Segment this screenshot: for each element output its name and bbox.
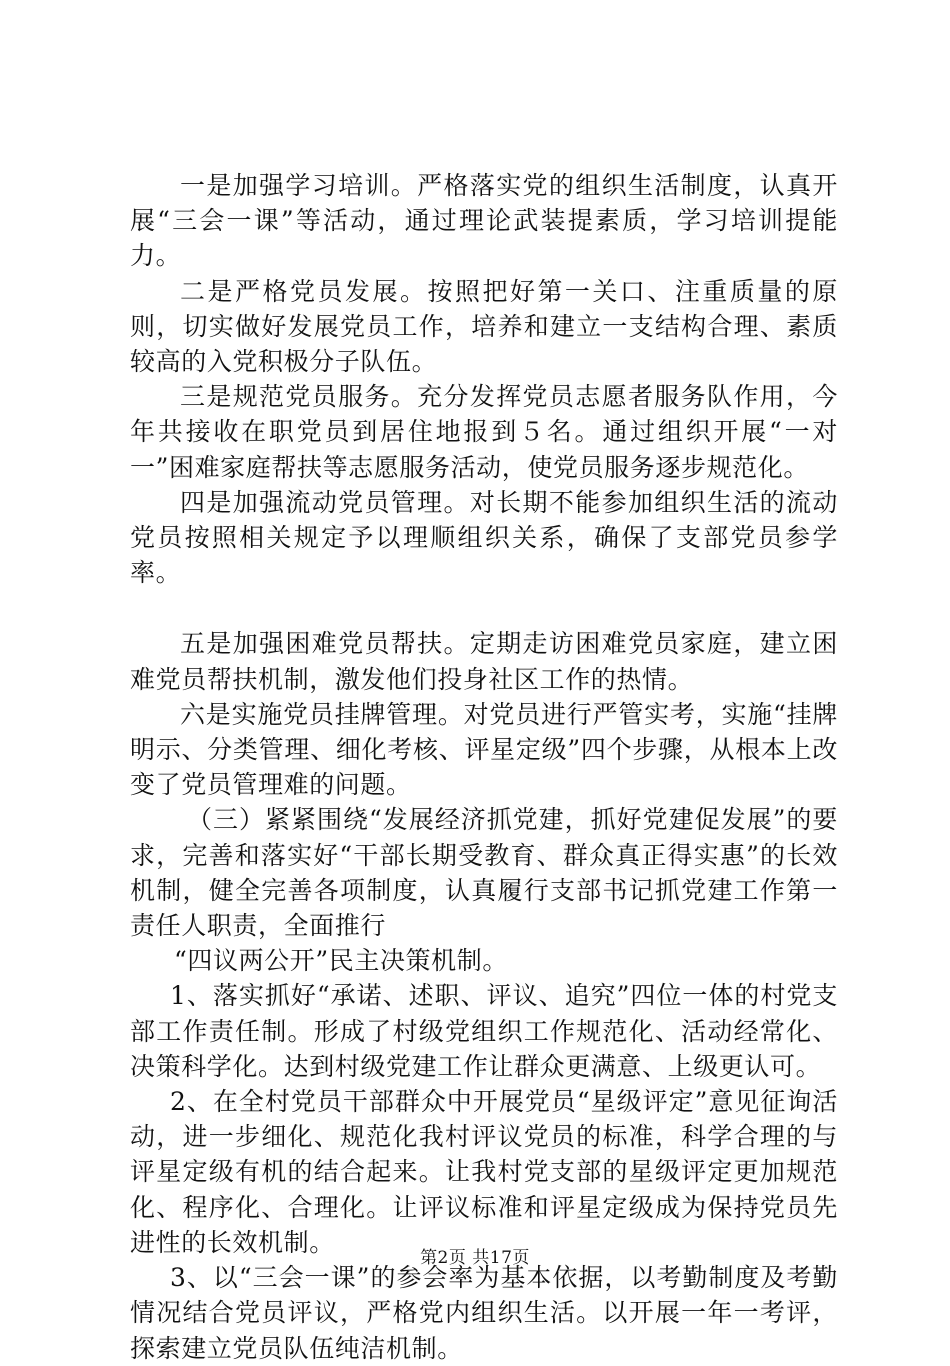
- paragraph-study-training: 一是加强学习培训。严格落实党的组织生活制度，认真开展“三会一课”等活动，通过理论武装提素质，学习培训提能力。: [130, 171, 838, 271]
- paragraph-item-2: 2、在全村党员干部群众中开展党员“星级评定”意见征询活动，进一步细化、规范化我村评议党员的标准，科学合理的与评星定级有机的结合起来。让我村党支部的星级评定更加规范化、程序化、合理化。让评议标准和评星定级成为保持党员先进性的长效机制。: [130, 1087, 838, 1257]
- paragraph-decision-mechanism: “四议两公开”民主决策机制。: [174, 946, 508, 976]
- paragraph-member-service: 三是规范党员服务。充分发挥党员志愿者服务队作用，今年共接收在职党员到居住地报到５名。通过组织开展“一对一”困难家庭帮扶等志愿服务活动，使党员服务逐步规范化。: [130, 382, 838, 482]
- page-number-footer: 第2页 共17页: [420, 1248, 530, 1268]
- paragraph-member-listing-management: 六是实施党员挂牌管理。对党员进行严管实考，实施“挂牌明示、分类管理、细化考核、评星定级”四个步骤，从根本上改变了党员管理难的问题。: [130, 699, 838, 800]
- document-body: [130, 168, 838, 1366]
- paragraph-item-3: 3、以“三会一课”的参会率为基本依据，以考勤制度及考勤情况结合党员评议，严格党内组织生活。以开展一年一考评，探索建立党员队伍纯洁机制。: [130, 1263, 838, 1363]
- paragraph-mobile-member-management: 四是加强流动党员管理。对长期不能参加组织生活的流动党员按照相关规定予以理顺组织关系，确保了支部党员参学率。: [130, 487, 838, 588]
- paragraph-section-three: （三）紧紧围绕“发展经济抓党建，抓好党建促发展”的要求，完善和落实好“干部长期受教育、群众真正得实惠”的长效机制，健全完善各项制度，认真履行支部书记抓党建工作第一责任人职责，全面推行: [130, 805, 838, 941]
- paragraph-item-1: 1、落实抓好“承诺、述职、评议、追究”四位一体的村党支部工作责任制。形成了村级党组织工作规范化、活动经常化、决策科学化。达到村级党建工作让群众更满意、上级更认可。: [130, 981, 838, 1081]
- paragraph-member-development: 二是严格党员发展。按照把好第一关口、注重质量的原则，切实做好发展党员工作，培养和建立一支结构合理、素质较高的入党积极分子队伍。: [130, 276, 838, 377]
- paragraph-needy-member-support: 五是加强困难党员帮扶。定期走访困难党员家庭，建立困难党员帮扶机制，激发他们投身社区工作的热情。: [130, 629, 838, 694]
